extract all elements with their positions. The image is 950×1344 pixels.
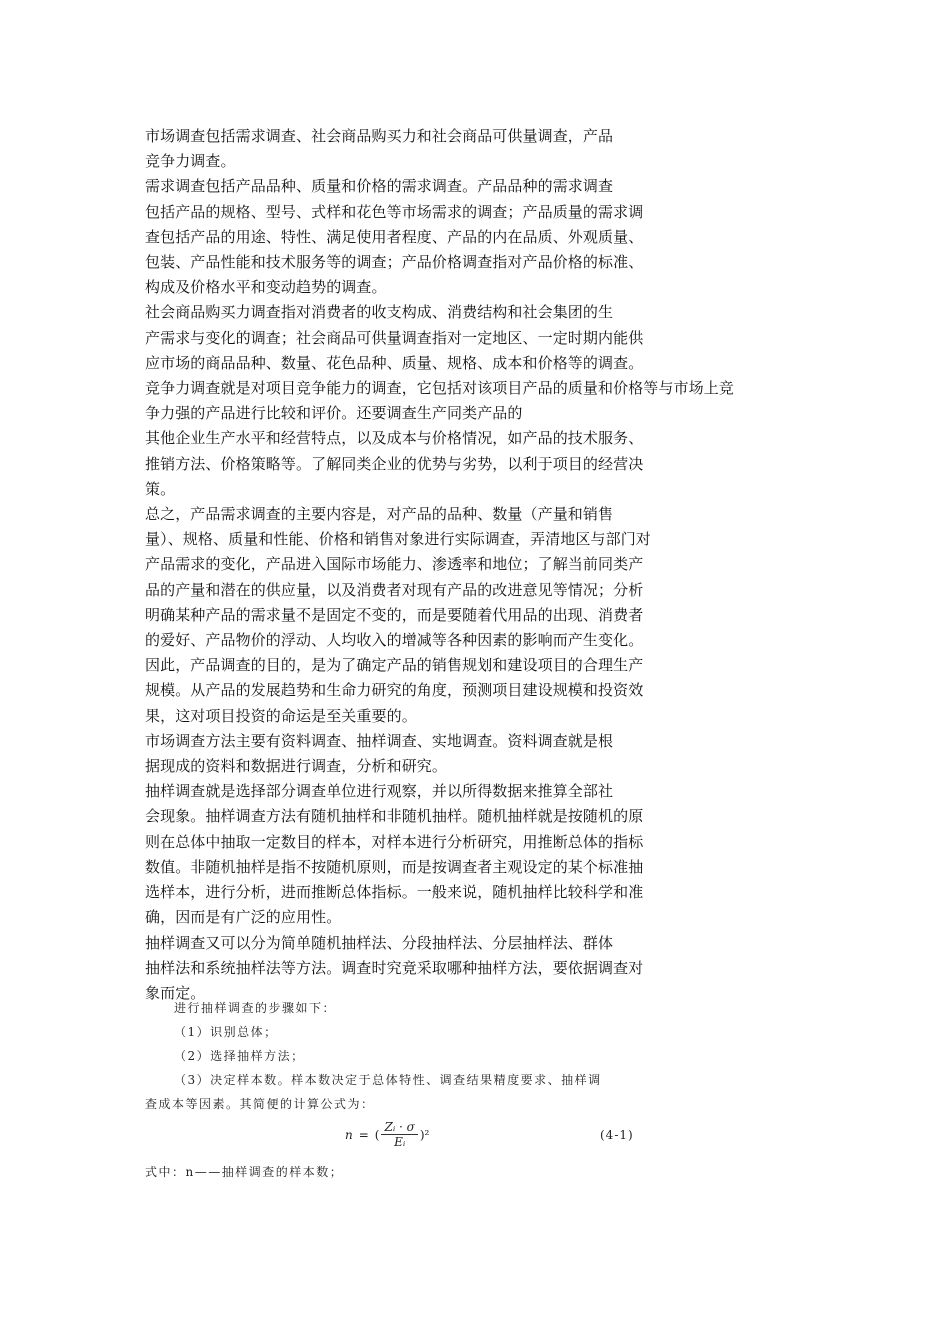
text-line: 社会商品购买力调查指对消费者的收支构成、消费结构和社会集团的生 [145,303,614,322]
text-line: 争力强的产品进行比较和评价。还要调查生产同类产品的 [145,404,523,423]
text-line: 则在总体中抽取一定数目的样本，对样本进行分析研究，用推断总体的指标 [145,832,644,851]
step-1: （1）识别总体； [174,1025,278,1039]
formula-open-paren: ( [374,1127,380,1142]
text-line: 规模。从产品的发展趋势和生命力研究的角度，预测项目建设规模和投资效 [145,681,644,700]
scanned-section [145,996,665,1184]
text-line: 构成及价格水平和变动趋势的调查。 [145,278,387,297]
text-line: 策。 [145,479,176,498]
text-line: 市场调查包括需求调查、社会商品购买力和社会商品可供量调查，产品 [145,127,614,145]
text-line: 产品需求的变化，产品进入国际市场能力、渗透率和地位；了解当前同类产 [145,555,644,574]
steps-intro: 进行抽样调查的步骤如下： [174,1001,337,1015]
text-line: 应市场的商品品种、数量、花色品种、质量、规格、成本和价格等的调查。 [145,353,644,372]
text-line: 包装、产品性能和技术服务等的调查；产品价格调查指对产品价格的标准、 [145,253,644,272]
text-line: 查包括产品的用途、特性、满足使用者程度、产品的内在品质、外观质量、 [145,227,644,246]
sample-size-formula [345,1120,429,1149]
equation-number: (4-1) [600,1128,634,1142]
formula-row [145,1116,665,1156]
formula-fraction [381,1120,417,1149]
text-line: 其他企业生产水平和经营特点，以及成本与价格情况，如产品的技术服务、 [145,429,644,448]
formula-close-paren: )² [419,1127,430,1142]
text-line: 竞争力调查就是对项目竞争能力的调查，它包括对该项目产品的质量和价格等与市场上竞 [145,379,734,398]
text-line: 包括产品的规格、型号、式样和花色等市场需求的调查；产品质量的需求调 [145,202,644,221]
formula-numerator: Zᵢ · σ [381,1120,417,1135]
text-line: 推销方法、价格策略等。了解同类企业的优势与劣势，以利于项目的经营决 [145,454,644,473]
text-line: 竞争力调查。 [145,152,236,171]
text-line: 选样本，进行分析，进而推断总体指标。一般来说，随机抽样比较科学和准 [145,883,644,902]
text-line: 总之，产品需求调查的主要内容是，对产品的品种、数量（产量和销售 [145,505,614,524]
step-2: （2）选择抽样方法； [174,1049,305,1063]
formula-lhs: n [345,1127,353,1142]
text-line: 产需求与变化的调查；社会商品可供量调查指对一定地区、一定时期内能供 [145,328,644,347]
formula-where-line: 式中：n——抽样调查的样本数； [145,1165,344,1179]
text-line: 果，这对项目投资的命运是至关重要的。 [145,706,417,725]
text-line: 数值。非随机抽样是指不按随机原则，而是按调查者主观设定的某个标准抽 [145,857,644,876]
text-line: 量）、规格、质量和性能、价格和销售对象进行实际调查，弄清地区与部门对 [145,530,651,549]
text-line: 因此，产品调查的目的，是为了确定产品的销售规划和建设项目的合理生产 [145,656,644,675]
text-line: 抽样调查就是选择部分调查单位进行观察，并以所得数据来推算全部社 [145,782,614,801]
text-line: 抽样调查又可以分为简单随机抽样法、分段抽样法、分层抽样法、群体 [145,933,614,952]
step-3: （3）决定样本数。样本数决定于总体特性、调查结果精度要求、抽样调 [174,1073,602,1087]
text-line: 需求调查包括产品品种、质量和价格的需求调查。产品品种的需求调查 [145,177,614,196]
step-3-continued: 查成本等因素。其简便的计算公式为： [145,1097,375,1111]
text-line: 会现象。抽样调查方法有随机抽样和非随机抽样。随机抽样就是按随机的原 [145,807,644,826]
text-line: 象而定。 [145,983,206,1002]
formula-equals: = [358,1127,369,1142]
body-text [145,124,835,1006]
text-line: 的爱好、产品物价的浮动、人均收入的增减等各种因素的影响而产生变化。 [145,631,644,650]
text-line: 据现成的资料和数据进行调查，分析和研究。 [145,757,448,776]
text-line: 明确某种产品的需求量不是固定不变的，而是要随着代用品的出现、消费者 [145,605,644,624]
text-line: 品的产量和潜在的供应量，以及消费者对现有产品的改进意见等情况；分析 [145,580,644,599]
text-line: 确，因而是有广泛的应用性。 [145,908,342,927]
text-line: 抽样法和系统抽样法等方法。调查时究竟采取哪种抽样方法，要依据调查对 [145,958,644,977]
text-line: 市场调查方法主要有资料调查、抽样调查、实地调查。资料调查就是根 [145,731,614,750]
formula-denominator: Eᵢ [394,1135,406,1149]
